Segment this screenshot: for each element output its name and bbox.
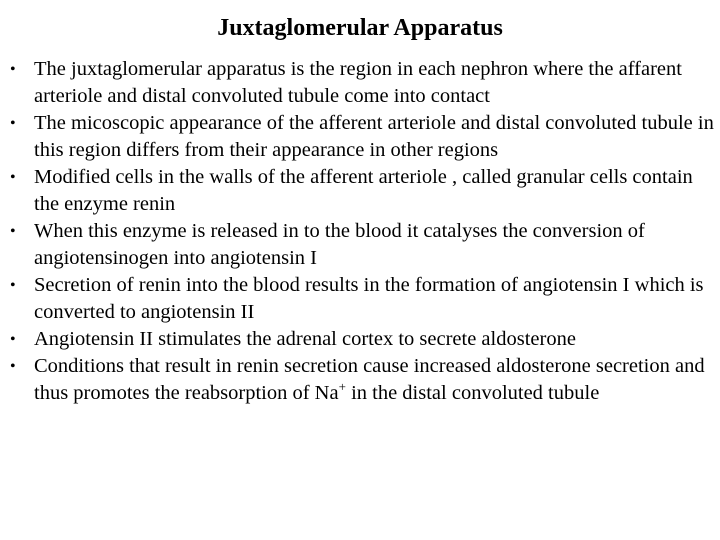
bullet-text: The juxtaglomerular apparatus is the region in each nephron where the affarent arteriole and distal convoluted tubule come into contact bbox=[34, 58, 682, 107]
bullet-list bbox=[10, 56, 716, 407]
bullet-icon: • bbox=[10, 169, 16, 186]
bullet-item bbox=[10, 272, 716, 326]
bullet-text: When this enzyme is released in to the blood it catalyses the conversion of angiotensinogen into angiotensin I bbox=[34, 220, 645, 269]
bullet-item bbox=[10, 56, 716, 110]
bullet-text-after: in the distal convoluted tubule bbox=[345, 382, 600, 404]
bullet-item bbox=[10, 326, 716, 353]
superscript-plus: + bbox=[338, 379, 346, 395]
bullet-text: Modified cells in the walls of the afferent arteriole , called granular cells contain the enzyme renin bbox=[34, 166, 693, 215]
bullet-text: Angiotensin II stimulates the adrenal cortex to secrete aldosterone bbox=[34, 328, 576, 350]
bullet-item bbox=[10, 164, 716, 218]
bullet-text: Secretion of renin into the blood results in the formation of angiotensin I which is converted to angiotensin II bbox=[34, 274, 704, 323]
bullet-icon: • bbox=[10, 277, 16, 294]
bullet-item bbox=[10, 110, 716, 164]
bullet-text: The micoscopic appearance of the afferent arteriole and distal convoluted tubule in this region differs from their appearance in other regions bbox=[34, 112, 714, 161]
bullet-icon: • bbox=[10, 61, 16, 78]
bullet-item bbox=[10, 218, 716, 272]
bullet-text-before: Conditions that result in renin secretion cause increased aldosterone secretion and thus promotes the reabsorption of Na bbox=[34, 355, 705, 404]
bullet-icon: • bbox=[10, 358, 16, 375]
bullet-icon: • bbox=[10, 115, 16, 132]
bullet-icon: • bbox=[10, 223, 16, 240]
slide-title: Juxtaglomerular Apparatus bbox=[217, 15, 503, 41]
bullet-item bbox=[10, 353, 716, 407]
bullet-icon: • bbox=[10, 331, 16, 348]
